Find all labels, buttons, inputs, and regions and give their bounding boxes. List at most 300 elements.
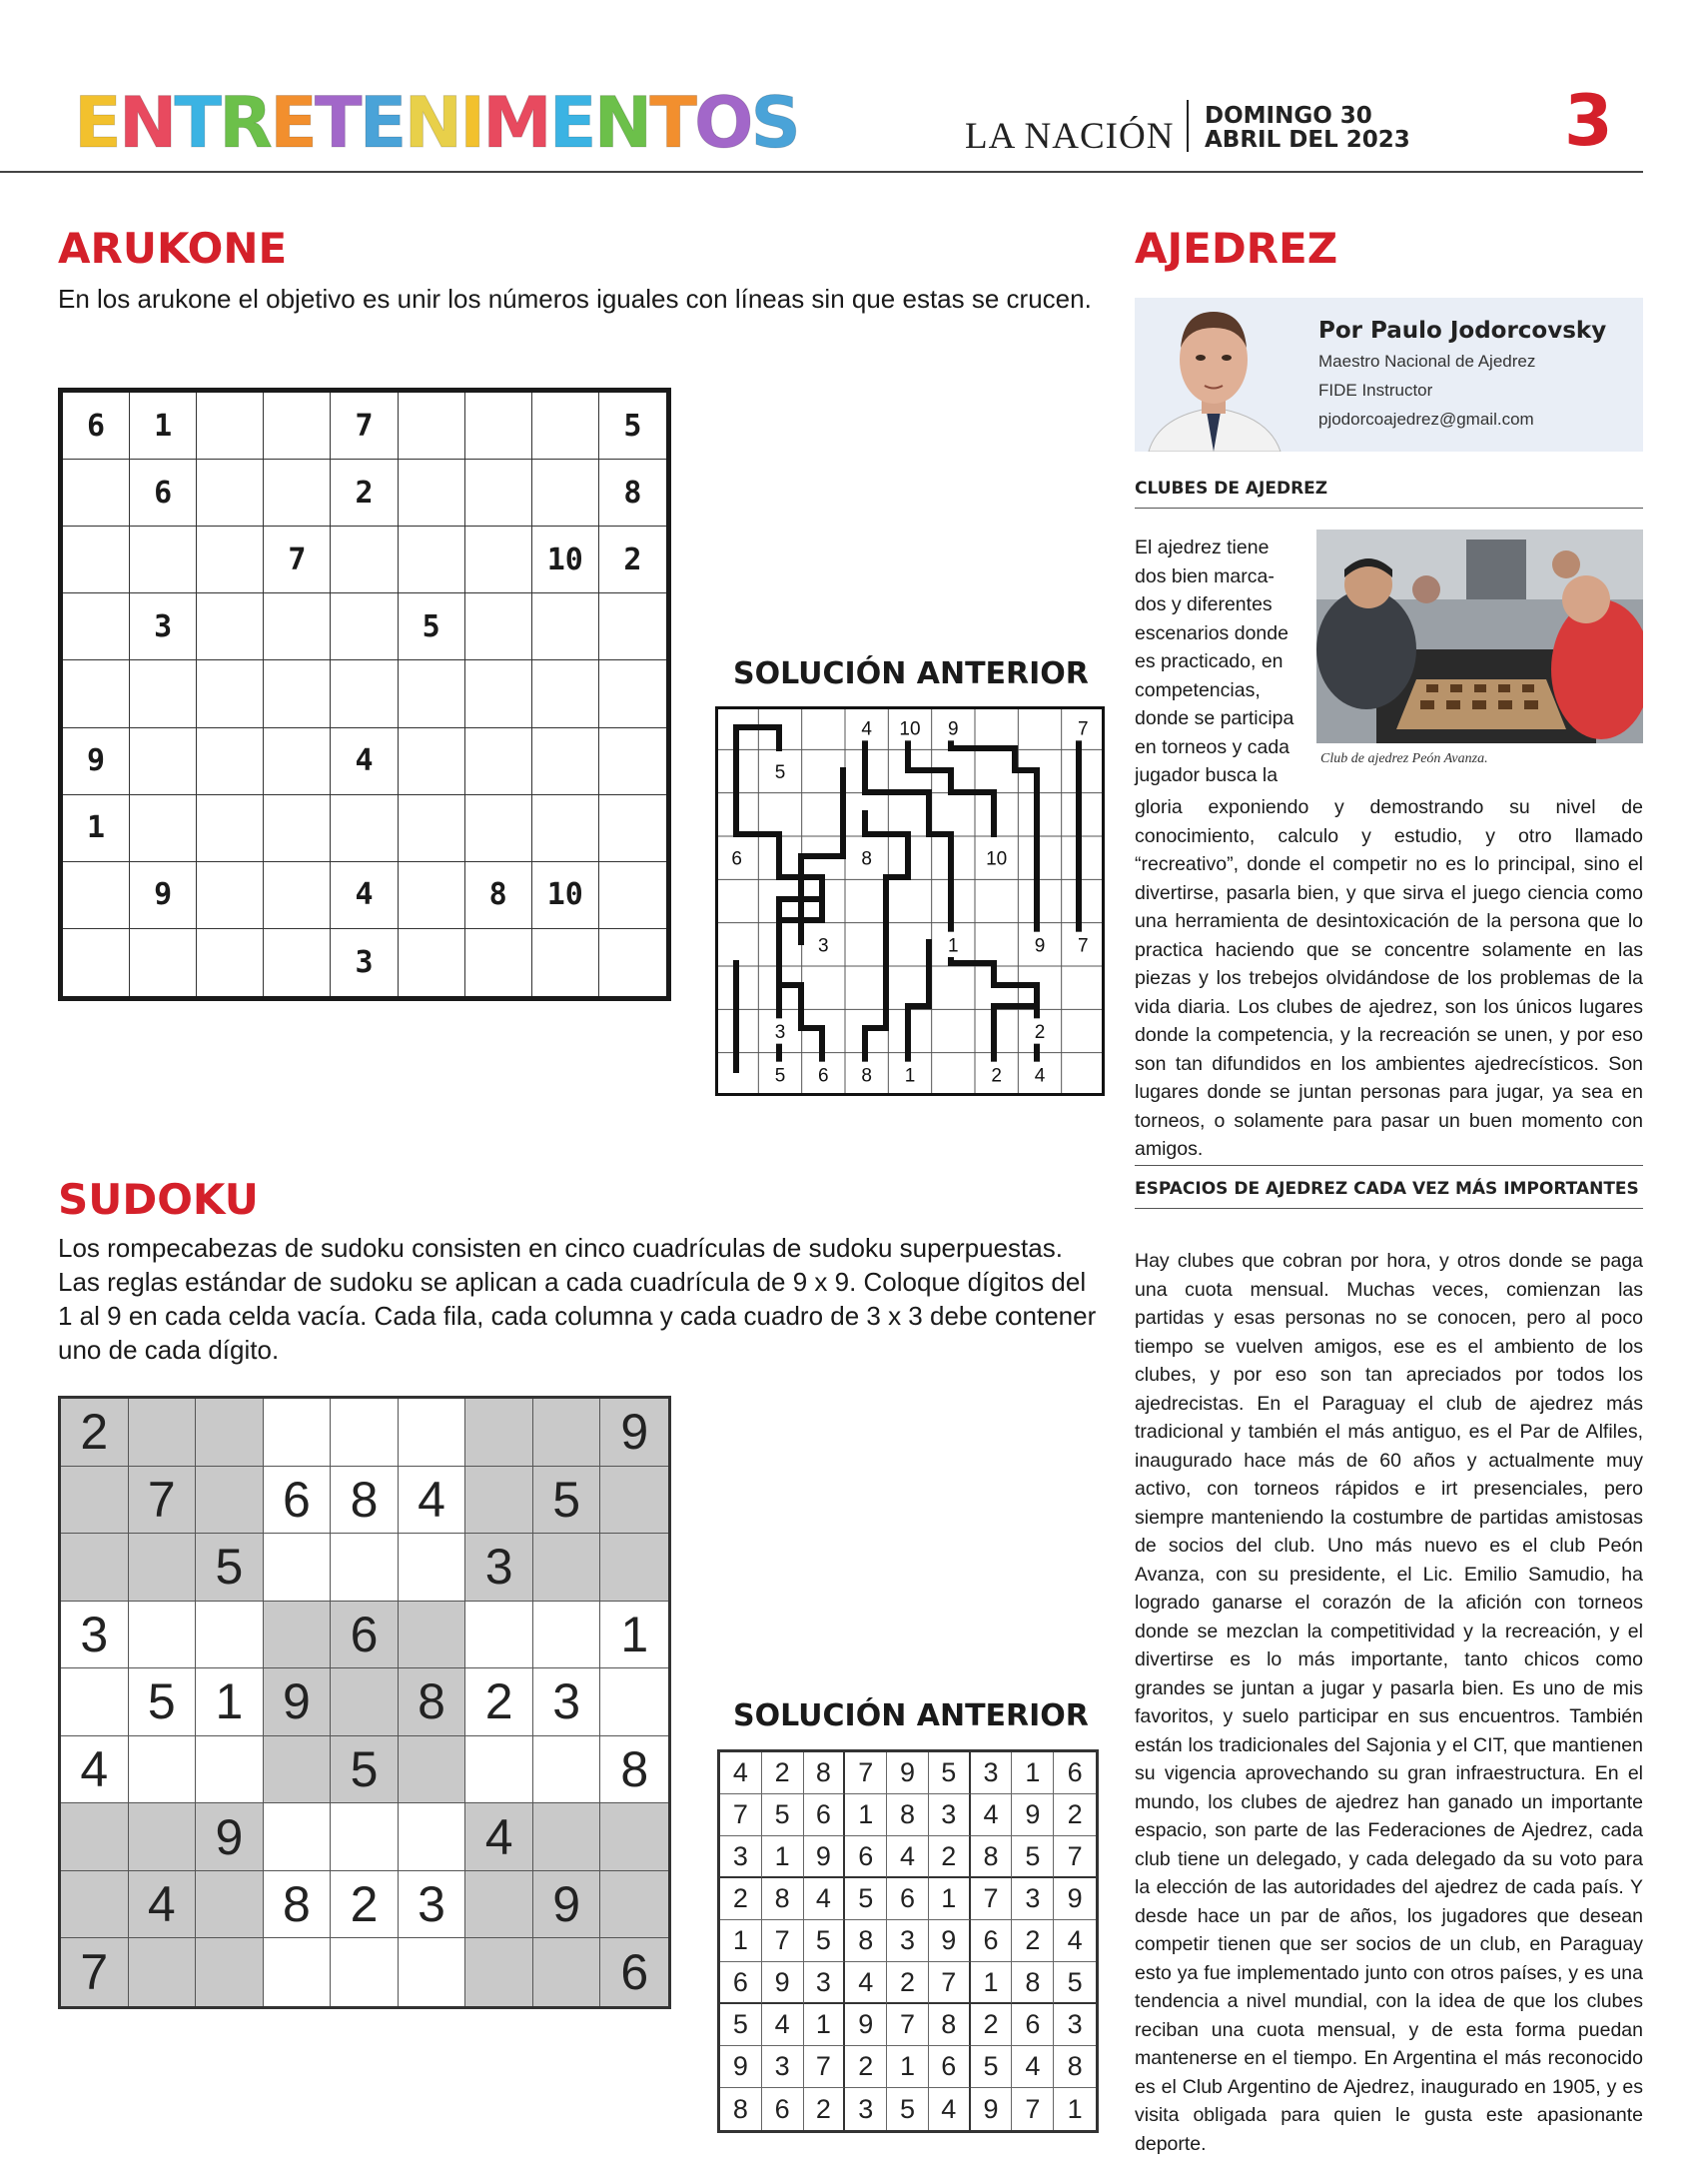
sudoku-cell[interactable] (533, 1602, 601, 1669)
sudoku-solution-cell: 8 (720, 2088, 762, 2130)
sudoku-solution-cell: 9 (1054, 1878, 1096, 1920)
wrap-line: competencias, (1135, 678, 1261, 701)
arukone-solution-number: 2 (991, 1065, 1002, 1087)
arukone-cell[interactable] (264, 393, 331, 460)
sudoku-solution-cell: 9 (804, 1836, 846, 1878)
sudoku-solution-title: SOLUCIÓN ANTERIOR (733, 1698, 1089, 1733)
arukone-cell[interactable]: 4 (331, 862, 398, 929)
arukone-cell[interactable] (465, 527, 532, 593)
subhead-rule (1135, 508, 1643, 509)
sudoku-cell[interactable] (465, 1602, 533, 1669)
sudoku-cell[interactable] (331, 1938, 399, 2006)
sudoku-cell[interactable] (399, 1736, 466, 1804)
sudoku-solution-cell: 2 (1054, 1794, 1096, 1836)
arukone-cell[interactable] (532, 593, 599, 660)
sudoku-cell[interactable] (533, 1736, 601, 1804)
sudoku-cell[interactable] (129, 1938, 197, 2006)
sudoku-cell[interactable] (600, 1467, 668, 1535)
sudoku-solution-cell: 5 (1012, 1836, 1054, 1878)
arukone-cell[interactable] (399, 728, 465, 795)
arukone-cell[interactable]: 1 (130, 393, 197, 460)
arukone-solution-number: 8 (861, 1065, 872, 1087)
sudoku-cell[interactable] (331, 1534, 399, 1602)
logo-letter: O (693, 82, 751, 164)
sudoku-cell[interactable] (399, 1938, 466, 2006)
sudoku-cell[interactable] (61, 1668, 129, 1736)
arukone-cell[interactable]: 7 (331, 393, 398, 460)
sudoku-cell[interactable] (264, 1803, 332, 1871)
sudoku-intro-line: Los rompecabezas de sudoku consisten en cinco cuadrículas de sudoku superpuestas. (58, 1233, 1063, 1263)
sudoku-cell[interactable] (331, 1668, 399, 1736)
logo-letter: E (270, 82, 315, 164)
logo-letter: T (649, 82, 694, 164)
arukone-cell[interactable] (599, 593, 666, 660)
sudoku-solution-cell: 9 (762, 1962, 804, 2004)
sudoku-cell[interactable] (600, 1668, 668, 1736)
sudoku-cell[interactable] (465, 1399, 533, 1467)
sudoku-cell[interactable]: 3 (533, 1668, 601, 1736)
sudoku-cell[interactable] (399, 1803, 466, 1871)
chess-club-photo (1316, 530, 1643, 743)
sudoku-solution-cell: 8 (804, 1752, 846, 1794)
arukone-solution-number: 10 (986, 848, 1008, 870)
sudoku-solution-cell: 1 (1067, 2093, 1083, 2124)
arukone-cell[interactable] (465, 795, 532, 862)
arukone-cell[interactable] (264, 593, 331, 660)
sudoku-solution-cell: 1 (971, 1962, 1013, 2004)
sudoku-solution-cell: 2 (845, 2046, 887, 2088)
arukone-cell[interactable] (63, 593, 130, 660)
article-wrap-text (1135, 534, 1304, 790)
arukone-cell[interactable] (264, 660, 331, 727)
sudoku-solution-cell: 1 (887, 2046, 929, 2088)
sudoku-cell[interactable]: 9 (600, 1399, 668, 1467)
sudoku-solution-cell: 8 (887, 1794, 929, 1836)
sudoku-solution-cell: 3 (887, 1920, 929, 1962)
sudoku-cell[interactable] (129, 1736, 197, 1804)
arukone-solution-number: 1 (904, 1065, 916, 1087)
sudoku-intro-line: uno de cada dígito. (58, 1335, 280, 1365)
arukone-cell[interactable] (532, 795, 599, 862)
arukone-cell[interactable]: 6 (130, 460, 197, 527)
arukone-cell[interactable]: 10 (532, 862, 599, 929)
sudoku-solution-cell: 7 (762, 1920, 804, 1962)
arukone-cell[interactable] (399, 460, 465, 527)
sudoku-solution-cell: 2 (887, 1962, 929, 2004)
logo-letter: E (74, 82, 119, 164)
sudoku-cell[interactable]: 1 (196, 1668, 264, 1736)
arukone-cell[interactable] (63, 660, 130, 727)
logo-letter: R (219, 82, 271, 164)
arukone-cell[interactable] (130, 660, 197, 727)
sudoku-solution-cell: 4 (971, 1794, 1013, 1836)
issue-date (1205, 104, 1410, 152)
arukone-cell[interactable] (264, 929, 331, 996)
sudoku-solution-cell: 6 (929, 2046, 971, 2088)
arukone-solution-number: 8 (861, 848, 872, 870)
sudoku-cell[interactable]: 4 (129, 1871, 197, 1939)
sudoku-cell[interactable] (331, 1803, 399, 1871)
logo-letter: N (593, 82, 650, 164)
sudoku-cell[interactable]: 7 (61, 1938, 129, 2006)
sudoku-cell[interactable] (129, 1534, 197, 1602)
arukone-cell[interactable] (197, 660, 264, 727)
arukone-solution-grid (715, 706, 1105, 1096)
header-rule (0, 171, 1643, 173)
sudoku-cell[interactable]: 5 (196, 1534, 264, 1602)
sudoku-cell[interactable]: 9 (264, 1668, 332, 1736)
sudoku-solution-cell: 6 (804, 1794, 846, 1836)
sudoku-cell[interactable]: 4 (399, 1467, 466, 1535)
arukone-cell[interactable] (331, 593, 398, 660)
sudoku-cell[interactable] (533, 1399, 601, 1467)
arukone-cell[interactable]: 6 (63, 393, 130, 460)
sudoku-solution-cell: 5 (971, 2046, 1013, 2088)
logo-letter: N (118, 82, 175, 164)
sudoku-cell[interactable] (129, 1602, 197, 1669)
arukone-cell[interactable] (399, 660, 465, 727)
sudoku-cell[interactable] (61, 1803, 129, 1871)
author-photo (1139, 298, 1288, 452)
wrap-line: en torneos y cada (1135, 735, 1290, 758)
sudoku-solution-cell: 3 (845, 2088, 887, 2130)
arukone-cell[interactable] (197, 728, 264, 795)
arukone-cell[interactable] (465, 929, 532, 996)
page-number: 3 (1564, 80, 1613, 162)
date-line-1: DOMINGO 30 (1205, 103, 1372, 129)
arukone-cell[interactable]: 3 (130, 593, 197, 660)
sudoku-cell[interactable] (61, 1871, 129, 1939)
sudoku-solution-cell: 7 (1054, 1836, 1096, 1878)
arukone-cell[interactable] (63, 862, 130, 929)
header-separator (1187, 100, 1189, 152)
subhead-clubes: CLUBES DE AJEDREZ (1135, 479, 1328, 499)
arukone-cell[interactable] (465, 460, 532, 527)
sudoku-solution-cell: 5 (1054, 1962, 1096, 2004)
arukone-cell[interactable]: 7 (264, 527, 331, 593)
sudoku-solution-cell: 4 (720, 1752, 762, 1794)
arukone-cell[interactable] (264, 862, 331, 929)
sudoku-solution-cell: 9 (845, 2004, 887, 2046)
arukone-cell[interactable]: 10 (532, 527, 599, 593)
arukone-cell[interactable] (197, 862, 264, 929)
sudoku-solution-cell: 4 (804, 1878, 846, 1920)
arukone-cell[interactable] (264, 728, 331, 795)
sudoku-solution-cell: 6 (845, 1836, 887, 1878)
date-line-2: ABRIL DEL 2023 (1205, 127, 1410, 153)
arukone-cell[interactable] (331, 527, 398, 593)
sudoku-grid[interactable] (58, 1396, 671, 2009)
sudoku-solution-cell: 4 (1054, 1920, 1096, 1962)
arukone-cell[interactable]: 3 (331, 929, 398, 996)
sudoku-solution-cell: 7 (845, 1752, 887, 1794)
arukone-cell[interactable]: 9 (63, 728, 130, 795)
logo-letter: S (750, 82, 798, 164)
logo-letter: I (459, 82, 483, 164)
arukone-cell[interactable] (532, 728, 599, 795)
arukone-solution-number: 9 (1034, 935, 1046, 957)
sudoku-solution-cell: 8 (1054, 2046, 1096, 2088)
arukone-title: ARUKONE (58, 224, 288, 273)
wrap-line: escenarios donde (1135, 621, 1288, 644)
arukone-cell[interactable]: 4 (331, 728, 398, 795)
arukone-cell[interactable] (130, 795, 197, 862)
arukone-cell[interactable] (197, 460, 264, 527)
sudoku-solution-cell: 3 (720, 1836, 762, 1878)
arukone-cell[interactable] (532, 929, 599, 996)
photo-caption: Club de ajedrez Peón Avanza. (1320, 751, 1488, 766)
sudoku-solution-cell: 5 (845, 1878, 887, 1920)
arukone-cell[interactable] (465, 593, 532, 660)
article-paragraph-2: Hay clubes que cobran por hora, y otros donde se paga una cuota mensual. Muchas veces, comienzan las partidas y esas personas no se conocen, pero al poco tiempo se vuelven amigos, ese es el ambiento de los clubes, y por eso son tan apreciados por todos los ajedrecistas. En el Paraguay el club de ajedrez más tradicional y también el más antiguo, es el Par de Alfiles, inaugurado hace más de 60 años y actualmente muy activo, con torneos rápidos e irt presenciales, pero siempre manteniendo la costumbre de partidas amistosas de socios del club. Uno más nuevo es el club Peón Avanza, con su presidente, el Lic. Emilio Samudio, ha logrado ganarse el corazón de la afición con torneos donde se mezclan la competitividad y la recreación, y el divertirse es lo más importante, tanto chicos como grandes se juntan a jugar y pasarla bien. Es uno de mis favoritos, y suelo participar en sus encuentros. También están los tradicionales del Sajonia y el CIT, que mantienen su vigencia aprovechando su gran infraestructura. En el mundo, los clubes de ajedrez han ganado un importante espacio, son parte de las Federaciones de Ajedrez, cada club tiene un delegado, y cada delegado da su voto para la elección de las autoridades del ajedrez de cada país. Y desde hace un par de años, los jugadores que desean competir tienen que ser socios de un club, en Paraguay esto ya fue implementado junto con otros países, y es una tendencia a nivel mundial, con la idea de que los clubes reciban una cuota mensual, y de esta forma puedan mantenerse en el tiempo. En Argentina el más reconocido es el Club Argentino de Ajedrez, inaugurado en 1905, y es visita obligada para quien le gusta este apasionante deporte. (1135, 1250, 1643, 2155)
arukone-cell[interactable] (63, 460, 130, 527)
sudoku-cell[interactable] (196, 1871, 264, 1939)
arukone-cell[interactable] (264, 460, 331, 527)
sudoku-cell[interactable] (264, 1736, 332, 1804)
arukone-cell[interactable]: 8 (465, 862, 532, 929)
arukone-solution-title: SOLUCIÓN ANTERIOR (733, 656, 1089, 691)
sudoku-solution-cell: 2 (762, 1752, 804, 1794)
sudoku-cell[interactable] (264, 1938, 332, 2006)
sudoku-cell[interactable]: 7 (129, 1467, 197, 1535)
arukone-cell[interactable] (331, 660, 398, 727)
arukone-solution-number: 1 (948, 935, 959, 957)
sudoku-cell[interactable]: 3 (399, 1871, 466, 1939)
arukone-grid[interactable] (58, 388, 671, 1001)
arukone-cell[interactable] (399, 795, 465, 862)
sudoku-cell[interactable] (196, 1467, 264, 1535)
sudoku-solution-cell: 1 (1012, 1752, 1054, 1794)
wrap-line: jugador busca la (1135, 764, 1279, 786)
sudoku-solution-cell: 2 (929, 1836, 971, 1878)
sudoku-solution-cell: 5 (720, 2004, 762, 2046)
sudoku-cell[interactable] (465, 1938, 533, 2006)
arukone-cell[interactable] (599, 795, 666, 862)
sudoku-cell[interactable] (129, 1803, 197, 1871)
arukone-cell[interactable]: 2 (599, 527, 666, 593)
arukone-cell[interactable] (197, 929, 264, 996)
sudoku-solution-cell: 8 (971, 1836, 1013, 1878)
sudoku-solution-cell: 3 (929, 1794, 971, 1836)
arukone-cell[interactable] (197, 527, 264, 593)
sudoku-cell[interactable]: 5 (331, 1736, 399, 1804)
sudoku-solution-cell: 2 (804, 2088, 846, 2130)
section-logo (74, 82, 798, 164)
sudoku-cell[interactable]: 8 (600, 1736, 668, 1804)
sudoku-solution-cell: 6 (1054, 1752, 1096, 1794)
sudoku-solution-cell: 1 (762, 1836, 804, 1878)
sudoku-solution-cell: 8 (1012, 1962, 1054, 2004)
arukone-solution-number: 4 (1034, 1065, 1046, 1087)
arukone-cell[interactable] (331, 795, 398, 862)
sudoku-solution-cell: 7 (804, 2046, 846, 2088)
author-role: Maestro Nacional de Ajedrez (1318, 352, 1536, 371)
sudoku-solution-cell: 8 (845, 1920, 887, 1962)
logo-letter: T (314, 82, 360, 164)
sudoku-cell[interactable] (196, 1399, 264, 1467)
arukone-cell[interactable] (264, 795, 331, 862)
sudoku-solution-cell: 5 (762, 1794, 804, 1836)
wrap-line: dos y diferentes (1135, 593, 1273, 615)
sudoku-cell[interactable]: 5 (533, 1467, 601, 1535)
arukone-cell[interactable]: 2 (331, 460, 398, 527)
sudoku-cell[interactable] (533, 1938, 601, 2006)
sudoku-solution-cell: 7 (929, 1962, 971, 2004)
arukone-solution-number: 5 (774, 1065, 786, 1087)
sudoku-cell[interactable] (399, 1534, 466, 1602)
subhead-rule (1135, 1208, 1643, 1209)
sudoku-cell[interactable]: 2 (61, 1399, 129, 1467)
arukone-solution-number: 4 (861, 718, 872, 740)
arukone-cell[interactable] (197, 593, 264, 660)
sudoku-solution-cell: 6 (971, 1920, 1013, 1962)
sudoku-cell[interactable]: 5 (129, 1668, 197, 1736)
sudoku-solution-cell: 2 (971, 2004, 1013, 2046)
logo-letter: M (482, 82, 549, 164)
arukone-cell[interactable] (465, 728, 532, 795)
sudoku-cell[interactable]: 8 (264, 1871, 332, 1939)
arukone-cell[interactable]: 8 (599, 460, 666, 527)
sudoku-cell[interactable] (600, 1534, 668, 1602)
arukone-solution-number: 2 (1034, 1022, 1046, 1043)
sudoku-cell[interactable] (399, 1602, 466, 1669)
arukone-cell[interactable] (130, 527, 197, 593)
sudoku-intro (58, 1231, 1096, 1367)
sudoku-cell[interactable] (465, 1467, 533, 1535)
arukone-solution-number: 5 (774, 762, 786, 783)
sudoku-cell[interactable]: 2 (331, 1871, 399, 1939)
sudoku-solution-cell: 4 (1012, 2046, 1054, 2088)
sudoku-cell[interactable] (399, 1399, 466, 1467)
wrap-line: El ajedrez tiene (1135, 537, 1270, 558)
arukone-cell[interactable]: 1 (63, 795, 130, 862)
arukone-solution-number: 3 (818, 935, 829, 957)
sudoku-cell[interactable]: 9 (533, 1871, 601, 1939)
sudoku-cell[interactable]: 1 (600, 1602, 668, 1669)
sudoku-cell[interactable]: 2 (465, 1668, 533, 1736)
sudoku-cell[interactable] (196, 1736, 264, 1804)
arukone-cell[interactable] (465, 393, 532, 460)
sudoku-cell[interactable] (465, 1871, 533, 1939)
sudoku-cell[interactable] (196, 1938, 264, 2006)
sudoku-cell[interactable]: 8 (399, 1668, 466, 1736)
subhead-espacios: ESPACIOS DE AJEDREZ CADA VEZ MÁS IMPORTANTES (1135, 1179, 1639, 1199)
arukone-cell[interactable] (599, 862, 666, 929)
sudoku-title: SUDOKU (58, 1175, 259, 1224)
arukone-solution-number: 9 (948, 718, 959, 740)
arukone-solution-number: 6 (731, 848, 742, 870)
sudoku-cell[interactable] (600, 1803, 668, 1871)
sudoku-cell[interactable] (61, 1467, 129, 1535)
sudoku-solution-cell: 8 (762, 1878, 804, 1920)
sudoku-solution-cell: 6 (887, 1878, 929, 1920)
arukone-cell[interactable] (599, 660, 666, 727)
arukone-cell[interactable] (532, 460, 599, 527)
arukone-cell[interactable] (399, 862, 465, 929)
arukone-solution-number: 7 (1078, 935, 1089, 957)
author-role: FIDE Instructor (1318, 381, 1433, 400)
sudoku-cell[interactable] (465, 1736, 533, 1804)
arukone-cell[interactable] (465, 660, 532, 727)
sudoku-solution-cell: 4 (845, 1962, 887, 2004)
sudoku-cell[interactable] (533, 1803, 601, 1871)
arukone-solution-number: 6 (818, 1065, 829, 1087)
arukone-cell[interactable] (399, 527, 465, 593)
sudoku-solution-cell: 8 (929, 2004, 971, 2046)
arukone-cell[interactable] (197, 393, 264, 460)
arukone-cell[interactable] (399, 929, 465, 996)
arukone-cell[interactable] (130, 728, 197, 795)
sudoku-solution-cell: 6 (762, 2088, 804, 2130)
sudoku-solution-cell: 1 (845, 1794, 887, 1836)
sudoku-cell[interactable] (129, 1399, 197, 1467)
sudoku-cell[interactable]: 4 (61, 1736, 129, 1804)
sudoku-intro-line: Las reglas estándar de sudoku se aplican a cada cuadrícula de 9 x 9. Coloque dígitos del (58, 1267, 1087, 1297)
sudoku-cell[interactable]: 6 (264, 1467, 332, 1535)
arukone-cell[interactable] (599, 728, 666, 795)
sudoku-cell[interactable] (600, 1871, 668, 1939)
chess-title: AJEDREZ (1135, 224, 1338, 273)
sudoku-cell[interactable]: 8 (331, 1467, 399, 1535)
arukone-cell[interactable]: 5 (599, 393, 666, 460)
arukone-cell[interactable] (399, 393, 465, 460)
sudoku-cell[interactable]: 9 (196, 1803, 264, 1871)
arukone-cell[interactable] (197, 795, 264, 862)
author-email: pjodorcoajedrez@gmail.com (1318, 410, 1534, 429)
wrap-line: donde se participa (1135, 707, 1294, 729)
arukone-cell[interactable] (532, 393, 599, 460)
sudoku-solution-cell: 3 (762, 2046, 804, 2088)
sudoku-cell[interactable] (61, 1534, 129, 1602)
arukone-cell[interactable] (532, 660, 599, 727)
sudoku-solution-cell: 1 (929, 1878, 971, 1920)
sudoku-cell[interactable]: 6 (600, 1938, 668, 2006)
arukone-cell[interactable] (130, 929, 197, 996)
sudoku-solution-cell: 9 (971, 2088, 1013, 2130)
section-rule (1135, 1165, 1643, 1166)
sudoku-solution-cell: 6 (1012, 2004, 1054, 2046)
sudoku-solution-cell: 7 (1012, 2088, 1054, 2130)
logo-letter: N (404, 82, 460, 164)
sudoku-cell[interactable] (264, 1399, 332, 1467)
sudoku-cell[interactable] (331, 1399, 399, 1467)
sudoku-cell[interactable] (264, 1602, 332, 1669)
wrap-line: es practicado, en (1135, 650, 1283, 672)
sudoku-cell[interactable]: 6 (331, 1602, 399, 1669)
arukone-cell[interactable] (63, 527, 130, 593)
logo-letter: E (359, 82, 405, 164)
sudoku-solution-cell: 4 (887, 1836, 929, 1878)
sudoku-cell[interactable]: 3 (465, 1534, 533, 1602)
sudoku-solution-cell: 9 (929, 1920, 971, 1962)
arukone-cell[interactable] (63, 929, 130, 996)
sudoku-cell[interactable]: 3 (61, 1602, 129, 1669)
sudoku-cell[interactable] (264, 1534, 332, 1602)
arukone-solution-number: 7 (1078, 718, 1089, 740)
arukone-cell[interactable]: 9 (130, 862, 197, 929)
logo-letter: E (548, 82, 594, 164)
sudoku-solution-cell: 7 (971, 1878, 1013, 1920)
sudoku-solution-cell: 7 (887, 2004, 929, 2046)
sudoku-cell[interactable] (196, 1602, 264, 1669)
sudoku-solution-cell: 9 (887, 1752, 929, 1794)
arukone-cell[interactable]: 5 (399, 593, 465, 660)
sudoku-solution-cell: 4 (929, 2088, 971, 2130)
article-paragraph-1: gloria exponiendo y demostrando su nivel de conocimiento, calculo y estudio, y otro llamado “recreativo”, donde el competir no es lo principal, sino el divertirse, pasarla bien, y que sirva el juego ciencia como una herramienta de desintoxicación de la persona que lo practica haciendo que se concentre solamente en las piezas y los trebejos olvidándose de los problemas de la vida diaria. Los clubes de ajedrez, son los únicos lugares donde la competencia, y la recreación se unen, y por eso son tan difundidos en los ambientes ajedrecísticos. Son lugares donde se juntan personas para jugar, ya sea en torneos, o solamente para pasar un buen momento con amigos. (1135, 796, 1643, 1160)
sudoku-cell[interactable] (533, 1534, 601, 1602)
arukone-cell[interactable] (599, 929, 666, 996)
sudoku-cell[interactable]: 4 (465, 1803, 533, 1871)
